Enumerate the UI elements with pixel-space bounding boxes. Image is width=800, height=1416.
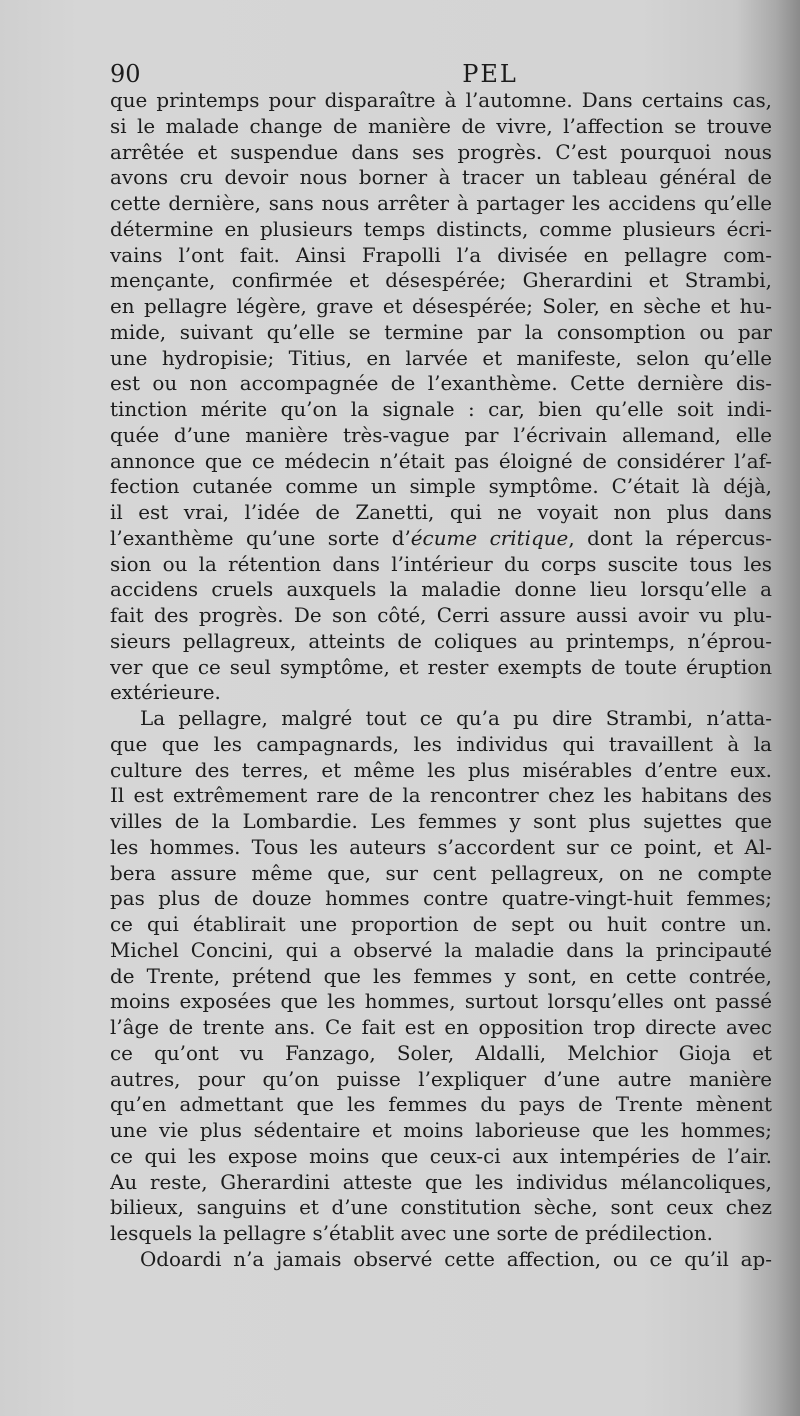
text-line: fection cutanée comme un simple symptôme. C’était là déjà, <box>110 475 772 499</box>
text-line: arrêtée et suspendue dans ses progrès. C’est pourquoi nous <box>110 140 772 164</box>
text-line: si le malade change de manière de vivre, l’affection se trouve <box>110 114 772 138</box>
text-line: que que les campagnards, les individus qui travaillent à la <box>110 732 772 756</box>
text-line: en pellagre légère, grave et désespérée; Soler, en sèche et hu- <box>110 295 772 318</box>
text-line: ce qui les expose moins que ceux-ci aux intempéries de l’air. <box>110 1144 772 1168</box>
text-line: bera assure même que, sur cent pellagreux, on ne compte <box>110 861 772 885</box>
text-line: La pellagre, malgré tout ce qu’a pu dire Strambi, n’atta- <box>140 707 772 730</box>
text-line: mide, suivant qu’elle se termine par la consomption ou par <box>110 320 772 344</box>
paragraph <box>110 88 772 706</box>
text-line: ce qui établirait une proportion de sept ou huit contre un. <box>110 913 772 936</box>
paragraph <box>110 1247 772 1273</box>
text-line: l’âge de trente ans. Ce fait est en opposition trop directe avec <box>110 1016 772 1039</box>
page-number: 90 <box>110 60 141 88</box>
text-line: extérieure. <box>110 681 221 705</box>
text-line: lesquels la pellagre s’établit avec une sorte de prédilection. <box>110 1222 713 1245</box>
text-line: détermine en plusieurs temps distincts, comme plusieurs écri- <box>110 217 772 241</box>
text-line: accidens cruels auxquels la maladie donne lieu lorsqu’elle a <box>110 578 772 602</box>
text-line-with-italic <box>110 526 772 552</box>
text-line: vains l’ont fait. Ainsi Frapolli l’a divisée en pellagre com- <box>110 243 772 267</box>
text-line: ce qu’ont vu Fanzago, Soler, Aldalli, Melchior Gioja et <box>110 1041 772 1065</box>
text-line: avons cru devoir nous borner à tracer un tableau général de <box>110 166 772 190</box>
text-line: que printemps pour disparaître à l’automne. Dans certains cas, <box>110 89 772 112</box>
text-line: cette dernière, sans nous arrêter à partager les accidens qu’elle <box>110 192 772 215</box>
text-segment: l’exanthème qu’une sorte d’ <box>110 526 411 550</box>
text-line: villes de la Lombardie. Les femmes y sont plus sujettes que <box>110 810 772 833</box>
text-line: mençante, confirmée et désespérée; Gherardini et Strambi, <box>110 269 772 293</box>
text-line: de Trente, prétend que les femmes y sont, en cette contrée, <box>110 964 772 988</box>
text-line: Michel Concini, qui a observé la maladie dans la principauté <box>110 938 772 962</box>
text-line: qu’en admettant que les femmes du pays de Trente mènent <box>110 1093 772 1117</box>
text-line: Au reste, Gherardini atteste que les individus mélancoliques, <box>110 1170 772 1194</box>
text-line: une hydropisie; Titius, en larvée et manifeste, selon qu’elle <box>110 346 772 370</box>
text-segment: , dont la répercus- <box>568 526 772 550</box>
paragraph <box>110 706 772 1247</box>
text-line: autres, pour qu’on puisse l’expliquer d’une autre manière <box>110 1067 772 1091</box>
text-line: fait des progrès. De son côté, Cerri assure aussi avoir vu plu- <box>110 604 772 627</box>
text-line: est ou non accompagnée de l’exanthème. Cette dernière dis- <box>110 372 772 396</box>
text-line: bilieux, sanguins et d’une constitution sèche, sont ceux chez <box>110 1196 772 1220</box>
text-line: Il est extrêmement rare de la rencontrer chez les habitans des <box>110 784 772 808</box>
text-line: moins exposées que les hommes, surtout lorsqu’elles ont passé <box>110 990 772 1014</box>
text-line: sion ou la rétention dans l’intérieur du corps suscite tous les <box>110 552 772 576</box>
text-line: annonce que ce médecin n’était pas éloigné de considérer l’af- <box>110 449 772 473</box>
text-line: ver que ce seul symptôme, et rester exempts de toute éruption <box>110 655 772 679</box>
italic-phrase: écume critique <box>410 526 569 550</box>
text-line: quée d’une manière très-vague par l’écrivain allemand, elle <box>110 423 772 447</box>
running-title: PEL <box>462 60 518 88</box>
text-line: une vie plus sédentaire et moins laborieuse que les hommes; <box>110 1119 772 1142</box>
text-line: pas plus de douze hommes contre quatre-vingt-huit femmes; <box>110 887 772 911</box>
text-line: sieurs pellagreux, atteints de coliques au printemps, n’éprou- <box>110 629 772 653</box>
text-line: les hommes. Tous les auteurs s’accordent sur ce point, et Al- <box>110 835 772 859</box>
text-line: culture des terres, et même les plus misérables d’entre eux. <box>110 758 772 782</box>
text-line: Odoardi n’a jamais observé cette affection, ou ce qu’il ap- <box>140 1247 772 1271</box>
text-line: tinction mérite qu’on la signale : car, bien qu’elle soit indi- <box>110 398 772 421</box>
text-line: il est vrai, l’idée de Zanetti, qui ne voyait non plus dans <box>110 501 772 524</box>
body-text <box>110 88 772 1273</box>
